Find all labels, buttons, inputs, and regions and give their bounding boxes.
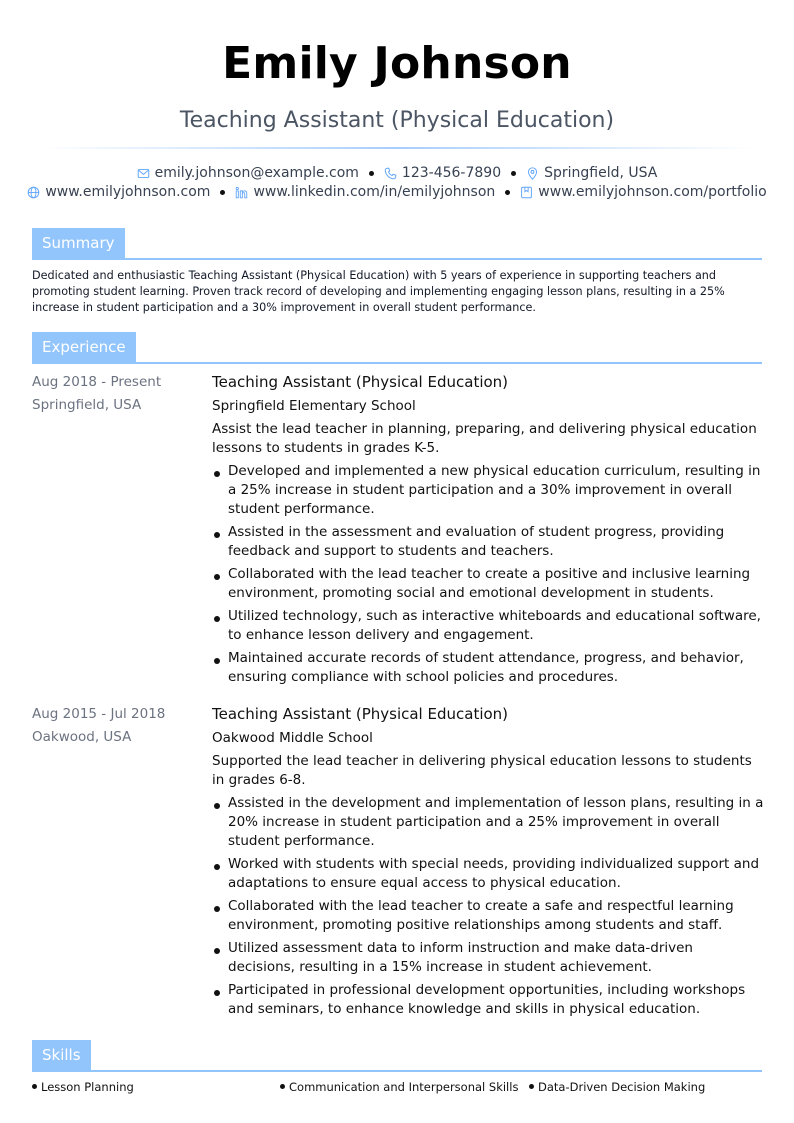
job-title: Teaching Assistant (Physical Education) xyxy=(212,705,509,723)
location-pin-icon xyxy=(526,167,539,180)
portfolio-icon xyxy=(520,186,533,199)
separator-dot xyxy=(220,190,225,195)
achievement-item: Assisted in the assessment and evaluation of student progress, providing feedback and support to students and teachers. xyxy=(212,523,764,561)
contact-phone[interactable] xyxy=(384,165,501,181)
experience-meta xyxy=(32,705,202,751)
achievement-item: Collaborated with the lead teacher to create a safe and respectful learning environment, promoting positive relationships among students and staff. xyxy=(212,897,764,935)
contact-linkedin-text: www.linkedin.com/in/emilyjohnson xyxy=(253,184,496,200)
achievement-item: Participated in professional development opportunities, including workshops and seminars, to enhance knowledge and skills in physical education. xyxy=(212,981,764,1019)
company-name: Oakwood Middle School xyxy=(212,730,373,746)
achievement-item: Utilized technology, such as interactive whiteboards and educational software, to enhance lesson delivery and engagement. xyxy=(212,607,764,645)
achievement-item: Worked with students with special needs, providing individualized support and adaptations to ensure equal access to physical education. xyxy=(212,855,764,893)
achievement-item: Assisted in the development and implementation of lesson plans, resulting in a 20% increase in student participation and a 25% improvement in overall student performance. xyxy=(212,794,764,851)
separator-dot xyxy=(511,171,516,176)
separator-dot xyxy=(369,171,374,176)
header-divider xyxy=(40,147,754,149)
achievement-item: Utilized assessment data to inform instruction and make data-driven decisions, resulting in a 15% increase in student achievement. xyxy=(212,939,764,977)
experience-meta xyxy=(32,373,202,419)
contact-row-links xyxy=(0,184,794,200)
separator-dot xyxy=(505,190,510,195)
experience-dates: Aug 2018 - Present xyxy=(32,374,162,390)
candidate-role: Teaching Assistant (Physical Education) xyxy=(179,108,615,133)
achievement-item: Collaborated with the lead teacher to create a positive and inclusive learning environment, promoting social and emotional development in students. xyxy=(212,565,764,603)
contact-location-text: Springfield, USA xyxy=(544,165,658,181)
achievement-list xyxy=(212,794,764,1019)
contact-website[interactable] xyxy=(27,184,210,200)
job-description: Supported the lead teacher in delivering physical education lessons to students in grades 6-8. xyxy=(212,753,752,788)
contact-location xyxy=(526,165,657,181)
achievement-item: Developed and implemented a new physical education curriculum, resulting in a 25% increase in student participation and a 30% improvement in overall student performance. xyxy=(212,462,764,519)
skill-item: Communication and Interpersonal Skills xyxy=(280,1080,518,1094)
skills-section-header xyxy=(32,1040,762,1072)
summary-text: Dedicated and enthusiastic Teaching Assistant (Physical Education) with 5 years of experience in supporting teachers and promoting student learning. Proven track record of developing and implementing engaging lesson plans, resulting in a 25% increase in student participation and a 30% improvement in overall student performance. xyxy=(32,269,725,314)
experience-section-header xyxy=(32,332,762,364)
contact-linkedin[interactable] xyxy=(235,184,495,200)
experience-details xyxy=(212,705,764,1023)
skill-item: Lesson Planning xyxy=(32,1080,134,1094)
phone-icon xyxy=(384,167,397,180)
contact-email[interactable] xyxy=(137,165,359,181)
achievement-item: Maintained accurate records of student attendance, progress, and behavior, ensuring compliance with school policies and procedures. xyxy=(212,649,764,687)
contact-portfolio-text: www.emilyjohnson.com/portfolio xyxy=(538,184,767,200)
globe-icon xyxy=(27,186,40,199)
contact-website-text: www.emilyjohnson.com xyxy=(45,184,211,200)
summary-heading: Summary xyxy=(32,228,125,258)
job-title: Teaching Assistant (Physical Education) xyxy=(212,373,509,391)
achievement-list xyxy=(212,462,764,687)
envelope-icon xyxy=(137,167,150,180)
linkedin-icon xyxy=(235,186,248,199)
summary-section-header xyxy=(32,228,762,260)
experience-location: Oakwood, USA xyxy=(32,729,132,745)
experience-details xyxy=(212,373,764,691)
experience-location: Springfield, USA xyxy=(32,397,142,413)
job-description: Assist the lead teacher in planning, preparing, and delivering physical education lessons to students in grades K-5. xyxy=(212,421,757,456)
contact-row-primary xyxy=(0,165,794,181)
experience-heading: Experience xyxy=(32,332,136,362)
skills-heading: Skills xyxy=(32,1040,91,1070)
candidate-name: Emily Johnson xyxy=(222,38,572,89)
contact-email-text: emily.johnson@example.com xyxy=(154,165,359,181)
skill-item: Data-Driven Decision Making xyxy=(529,1080,705,1094)
experience-dates: Aug 2015 - Jul 2018 xyxy=(32,706,166,722)
company-name: Springfield Elementary School xyxy=(212,398,416,414)
contact-phone-text: 123-456-7890 xyxy=(401,165,502,181)
contact-portfolio[interactable] xyxy=(520,184,766,200)
skills-list xyxy=(32,1080,762,1100)
